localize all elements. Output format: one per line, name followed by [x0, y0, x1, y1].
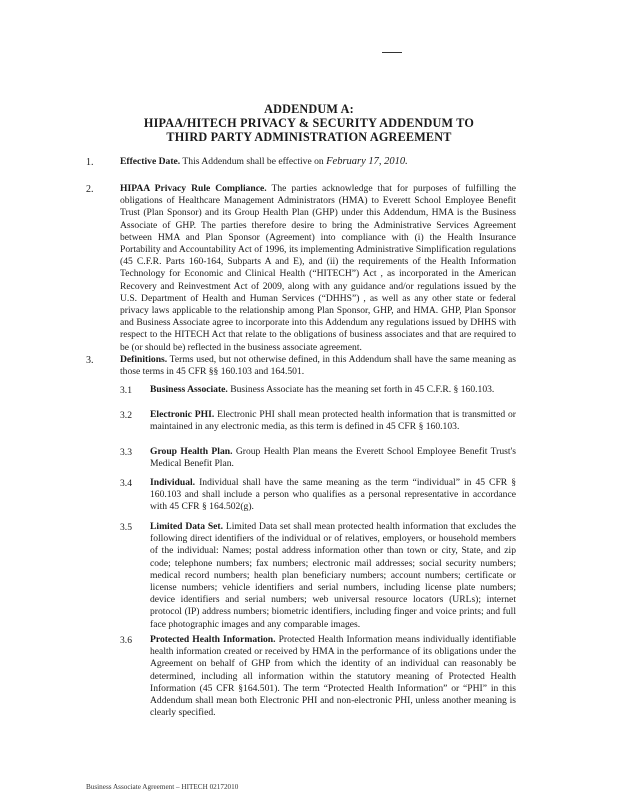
section-heading: Definitions.	[120, 354, 168, 365]
effective-date: February 17, 2010.	[326, 156, 408, 167]
section-definitions	[120, 354, 516, 378]
subsection-text: Individual shall have the same meaning as the term “individual” in 45 CFR § 160.103 and shall include a person who qualifies as a personal representative in accordance with 45 CFR § 164.502(g).	[150, 477, 516, 513]
subsection-number: 3.1	[120, 385, 132, 396]
subsection-heading: Business Associate.	[150, 384, 228, 395]
subsection-group-health-plan	[150, 446, 516, 470]
subsection-heading: Limited Data Set.	[150, 521, 224, 532]
section-number: 3.	[86, 355, 94, 366]
subsection-number: 3.6	[120, 635, 132, 646]
subsection-number: 3.4	[120, 478, 132, 489]
section-number: 1.	[86, 157, 94, 168]
subsection-limited-data-set	[150, 521, 516, 631]
section-number: 2.	[86, 184, 94, 195]
section-heading: HIPAA Privacy Rule Compliance.	[120, 183, 267, 194]
section-privacy-rule	[120, 183, 516, 354]
section-text: Terms used, but not otherwise defined, in this Addendum shall have the same meaning as those terms in 45 CFR §§ 160.103 and 164.501.	[120, 354, 516, 378]
subsection-text: Business Associate has the meaning set forth in 45 C.F.R. § 160.103.	[227, 384, 495, 395]
page-footer: Business Associate Agreement – HITECH 02172010	[86, 783, 239, 791]
section-text: This Addendum shall be effective on	[180, 156, 327, 167]
addendum-subtitle-line2: THIRD PARTY ADMINISTRATION AGREEMENT	[166, 130, 452, 144]
subsection-number: 3.3	[120, 447, 132, 458]
subsection-business-associate	[150, 384, 516, 396]
subsection-electronic-phi	[150, 409, 516, 433]
subsection-heading: Individual.	[150, 477, 196, 488]
subsection-heading: Group Health Plan.	[150, 446, 233, 457]
subsection-number: 3.5	[120, 522, 132, 533]
subsection-text: Protected Health Information means individually identifiable health information created or received by HMA in the performance of its obligations under the Agreement on behalf of GHP from which the identity of an individual can reasonably be determined, including all information within the statutory meaning of Protected Health Information (45 CFR §164.501). The term “Protected Health Information” or “PHI” in this Addendum shall mean both Electronic PHI and non-electronic PHI, unless another meaning is clearly specified.	[150, 634, 516, 719]
subsection-text: Limited Data set shall mean protected health information that excludes the following direct identifiers of the individual or of relatives, employers, or household members of the individual: Names; postal address information other than town or city, State, and zip code; telephone numbers; fax numbers; electronic mail addresses; social security numbers; medical record numbers; health plan beneficiary numbers; account numbers; certificate or license numbers; vehicle identifiers and serial numbers, including license plate numbers; device identifiers and serial numbers; web universal resource locators (URLs); internet protocol (IP) address numbers; biometric identifiers, including finger and voice prints; and full face photographic images and any comparable images.	[150, 521, 517, 630]
section-heading: Effective Date.	[120, 156, 181, 167]
section-effective-date	[120, 156, 516, 168]
subsection-number: 3.2	[120, 410, 132, 421]
subsection-individual	[150, 477, 516, 514]
subsection-heading: Protected Health Information.	[150, 634, 276, 645]
section-text: The parties acknowledge that for purposes of fulfilling the obligations of Healthcare Management Administrators (HMA) to Everett School Employee Benefit Trust (Plan Sponsor) and its Group Health Plan (GHP) under this Addendum, HMA is the Business Associate of GHP. The parties therefore desire to bring the Administrative Services Agreement between HMA and Plan Sponsor (Agreement) into compliance with (i) the Health Insurance Portability and Accountability Act of 1996, its implementing Administrative Simplification regulations (45 C.F.R. Parts 160-164, Subparts A and E), and (ii) the requirements of the Health Information Technology for Economic and Clinical Health (“HITECH”) Act , as incorporated in the American Recovery and Reinvestment Act of 2009, along with any guidance and/or regulations issued by the U.S. Department of Health and Human Services (“DHHS”) , as well as any other state or federal privacy laws applicable to the relationship among Plan Sponsor, GHP, and HMA. GHP, Plan Sponsor and Business Associate agree to incorporate into this Addendum any regulations issued by DHHS with respect to the HITECH Act that relate to the obligations of business associates and that are required to be (or should be) reflected in the business associate agreement.	[120, 183, 516, 353]
subsection-heading: Electronic PHI.	[150, 409, 215, 420]
addendum-title: ADDENDUM A:	[264, 102, 354, 116]
subsection-protected-health-information	[150, 634, 516, 719]
subsection-text: Group Health Plan means the Everett School Employee Benefit Trust's Medical Benefit Plan.	[150, 446, 516, 470]
subsection-text: Electronic PHI shall mean protected health information that is transmitted or maintained in any electronic media, as this term is defined in 45 CFR § 160.103.	[150, 409, 516, 433]
addendum-subtitle-line1: HIPAA/HITECH PRIVACY & SECURITY ADDENDUM TO	[143, 116, 475, 130]
header-rule	[382, 52, 402, 53]
